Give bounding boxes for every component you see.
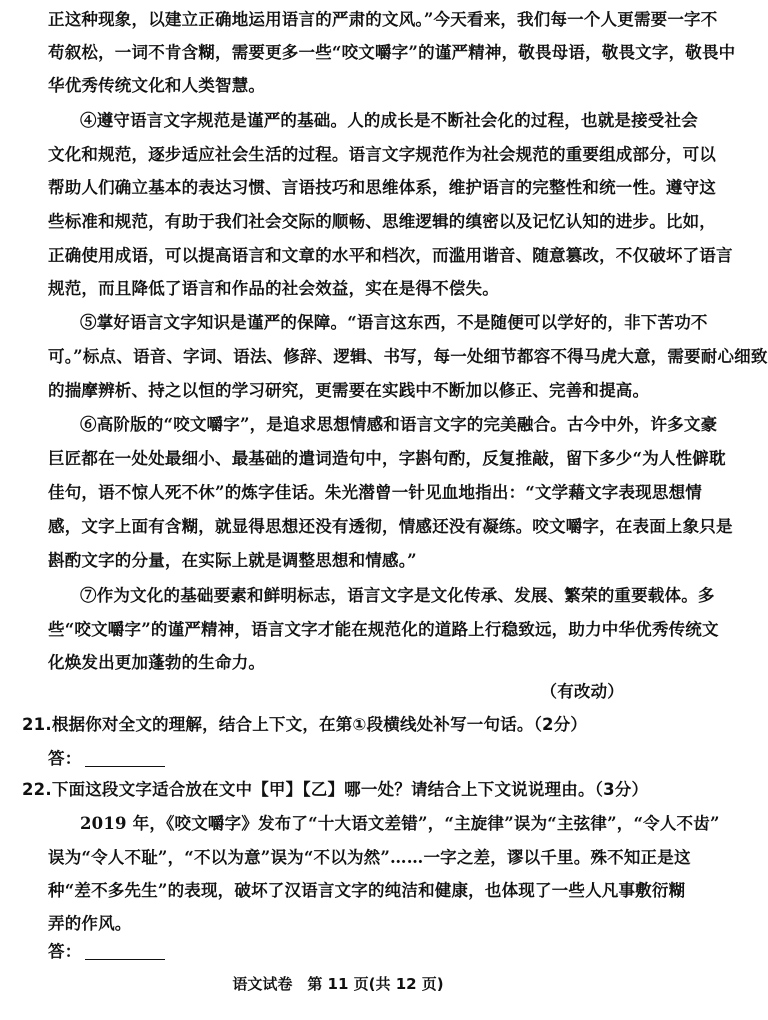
question-22-passage-line-3: 种“差不多先生”的表现，破坏了汉语言文字的纯洁和健康，也体现了一些人凡事敷衍糊	[48, 881, 686, 900]
paragraph-4-line-2: 文化和规范，逐步适应社会生活的过程。语言文字规范作为社会规范的重要组成部分，可以	[48, 145, 716, 164]
answer-blank-22[interactable]	[85, 943, 165, 960]
paragraph-7-line-2: 些“咬文嚼字”的谨严精神，语言文字才能在规范化的道路上行稳致远，助力中华优秀传统文	[48, 620, 719, 639]
paragraph-3-line-2: 苟叙松，一词不肯含糊，需要更多一些“咬文嚼字”的谨严精神，敬畏母语，敬畏文字，敬畏中	[48, 43, 736, 62]
question-22-passage-line-4: 弄的作风。	[48, 914, 132, 933]
paragraph-4-line-3: 帮助人们确立基本的表达习惯、言语技巧和思维体系，维护语言的完整性和统一性。遵守这	[48, 178, 716, 197]
paragraph-7-line-3: 化焕发出更加蓬勃的生命力。	[48, 653, 266, 672]
paragraph-6-line-4: 感，文字上面有含糊，就显得思想还没有透彻，情感还没有凝练。咬文嚼字，在表面上象只是	[48, 517, 733, 536]
question-22-answer	[48, 940, 630, 964]
paragraph-4-line-6: 规范，而且降低了语言和作品的社会效益，实在是得不偿失。	[48, 279, 499, 298]
paragraph-7-line-1: ⑦作为文化的基础要素和鲜明标志，语言文字是文化传承、发展、繁荣的重要载体。多	[80, 586, 715, 605]
answer-blank-21[interactable]	[85, 750, 165, 767]
page-footer: 语文试卷 第 11 页(共 12 页)	[232, 975, 444, 993]
question-21-answer	[48, 747, 630, 771]
paragraph-6-line-5: 斟酌文字的分量，在实际上就是调整思想和情感。”	[48, 551, 417, 570]
paragraph-3-line-1: 正这种现象，以建立正确地运用语言的严肃的文风。”今天看来，我们每一个人更需要一字不	[48, 10, 718, 29]
paragraph-6-line-2: 巨匠都在一处处最细小、最基础的遣词造句中，字斟句酌，反复推敲，留下多少“为人性僻耽	[48, 449, 726, 468]
answer-label: 答：	[48, 749, 82, 768]
paragraph-3-line-3: 华优秀传统文化和人类智慧。	[48, 76, 266, 95]
question-22: 22.下面这段文字适合放在文中【甲】【乙】哪一处？请结合上下文说说理由。（3分）	[22, 780, 649, 799]
paragraph-4-line-4: 些标准和规范，有助于我们社会交际的顺畅、思维逻辑的缜密以及记忆认知的进步。比如，	[48, 212, 716, 231]
question-22-passage-line-2: 误为“令人不耻”，“不以为意”误为“不以为然”……一字之差，谬以千里。殊不知正是这	[48, 848, 691, 867]
paragraph-5-line-3: 的揣摩辨析、持之以恒的学习研究，更需要在实践中不断加以修正、完善和提高。	[48, 381, 650, 400]
question-22-passage-line-1: 2019 年，《咬文嚼字》发布了“十大语文差错”，“主旋律”误为“主弦律”，“令人不齿”	[80, 814, 720, 833]
paragraph-6-line-1: ⑥高阶版的“咬文嚼字”，是追求思想情感和语言文字的完美融合。古今中外，许多文豪	[80, 415, 718, 434]
answer-label: 答：	[48, 942, 82, 961]
paragraph-5-line-2: 可。”标点、语音、字词、语法、修辞、逻辑、书写，每一处细节都容不得马虎大意，需要耐心细致	[48, 347, 768, 366]
paragraph-6-line-3: 佳句，语不惊人死不休”的炼字佳话。朱光潜曾一针见血地指出：“文学藉文字表现思想情	[48, 483, 702, 502]
paragraph-5-line-1: ⑤掌好语言文字知识是谨严的保障。“语言这东西，不是随便可以学好的，非下苦功不	[80, 313, 708, 332]
question-21: 21.根据你对全文的理解，结合上下文，在第①段横线处补写一句话。（2分）	[22, 715, 588, 734]
paragraph-4-line-5: 正确使用成语，可以提高语言和文章的水平和档次，而滥用谐音、随意篡改，不仅破坏了语言	[48, 246, 733, 265]
source-note: （有改动）	[540, 682, 624, 701]
paragraph-4-line-1: ④遵守语言文字规范是谨严的基础。人的成长是不断社会化的过程，也就是接受社会	[80, 111, 698, 130]
